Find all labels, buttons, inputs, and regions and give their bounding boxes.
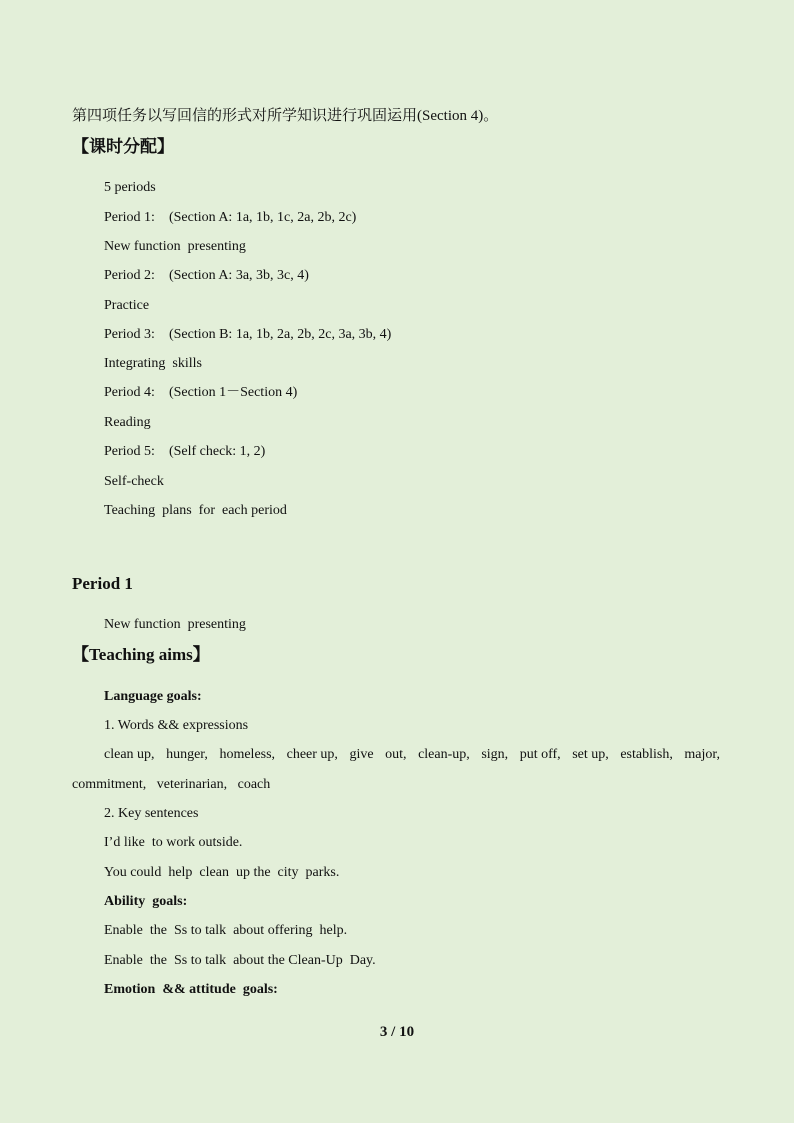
word-item: put off, xyxy=(519,747,561,762)
word-item: clean up, xyxy=(104,747,155,762)
ability-goal: Enable the Ss to talk about offering help. xyxy=(104,923,348,938)
word-item: homeless, xyxy=(219,747,276,762)
emotion-goals-label: Emotion && attitude goals: xyxy=(104,982,278,997)
word-item: establish, xyxy=(620,747,673,762)
words-title: 1. Words && expressions xyxy=(104,718,249,733)
period-subtitle: New function presenting xyxy=(104,617,246,632)
schedule-line: 5 periods xyxy=(104,180,156,195)
aims-heading: 【Teaching aims】 xyxy=(72,645,210,664)
schedule-line: Integrating skills xyxy=(104,356,202,371)
schedule-line: Period 3: (Section B: 1a, 1b, 2a, 2b, 2c, 3a, 3b, 4) xyxy=(104,327,392,342)
schedule-line: Self-check xyxy=(104,474,164,489)
schedule-line: Teaching plans for each period xyxy=(104,503,287,518)
schedule-line: Practice xyxy=(104,298,150,313)
schedule-heading: 【课时分配】 xyxy=(72,137,174,156)
language-goals-label: Language goals: xyxy=(104,689,202,704)
word-item: sign, xyxy=(481,747,509,762)
schedule-line: Reading xyxy=(104,415,151,430)
schedule-line: Period 1: (Section A: 1a, 1b, 1c, 2a, 2b, 2c) xyxy=(104,210,357,225)
ability-goal: Enable the Ss to talk about the Clean-Up Day. xyxy=(104,953,376,968)
schedule-line: Period 5: (Self check: 1, 2) xyxy=(104,444,266,459)
intro-paragraph: 第四项任务以写回信的形式对所学知识进行巩固运用(Section 4)。 xyxy=(72,108,499,124)
word-item: out, xyxy=(385,747,407,762)
word-item: set up, xyxy=(572,747,609,762)
schedule-line: Period 4: (Section 1－Section 4) xyxy=(104,385,298,400)
word-item: give xyxy=(349,747,374,762)
word-item: hunger, xyxy=(166,747,208,762)
schedule-line: Period 2: (Section A: 3a, 3b, 3c, 4) xyxy=(104,268,309,283)
key-sentence: You could help clean up the city parks. xyxy=(104,865,340,880)
key-sentences-title: 2. Key sentences xyxy=(104,806,199,821)
word-item: cheer up, xyxy=(286,747,338,762)
words-line xyxy=(104,746,720,764)
page-number: 3 / 10 xyxy=(379,1024,415,1040)
word-item: clean-up, xyxy=(418,747,470,762)
words-line: commitment, veterinarian, coach xyxy=(72,777,271,792)
word-item: major, xyxy=(684,747,720,762)
ability-goals-label: Ability goals: xyxy=(104,894,188,909)
schedule-line: New function presenting xyxy=(104,239,246,254)
key-sentence: I’d like to work outside. xyxy=(104,835,243,850)
period-title: Period 1 xyxy=(72,574,133,593)
